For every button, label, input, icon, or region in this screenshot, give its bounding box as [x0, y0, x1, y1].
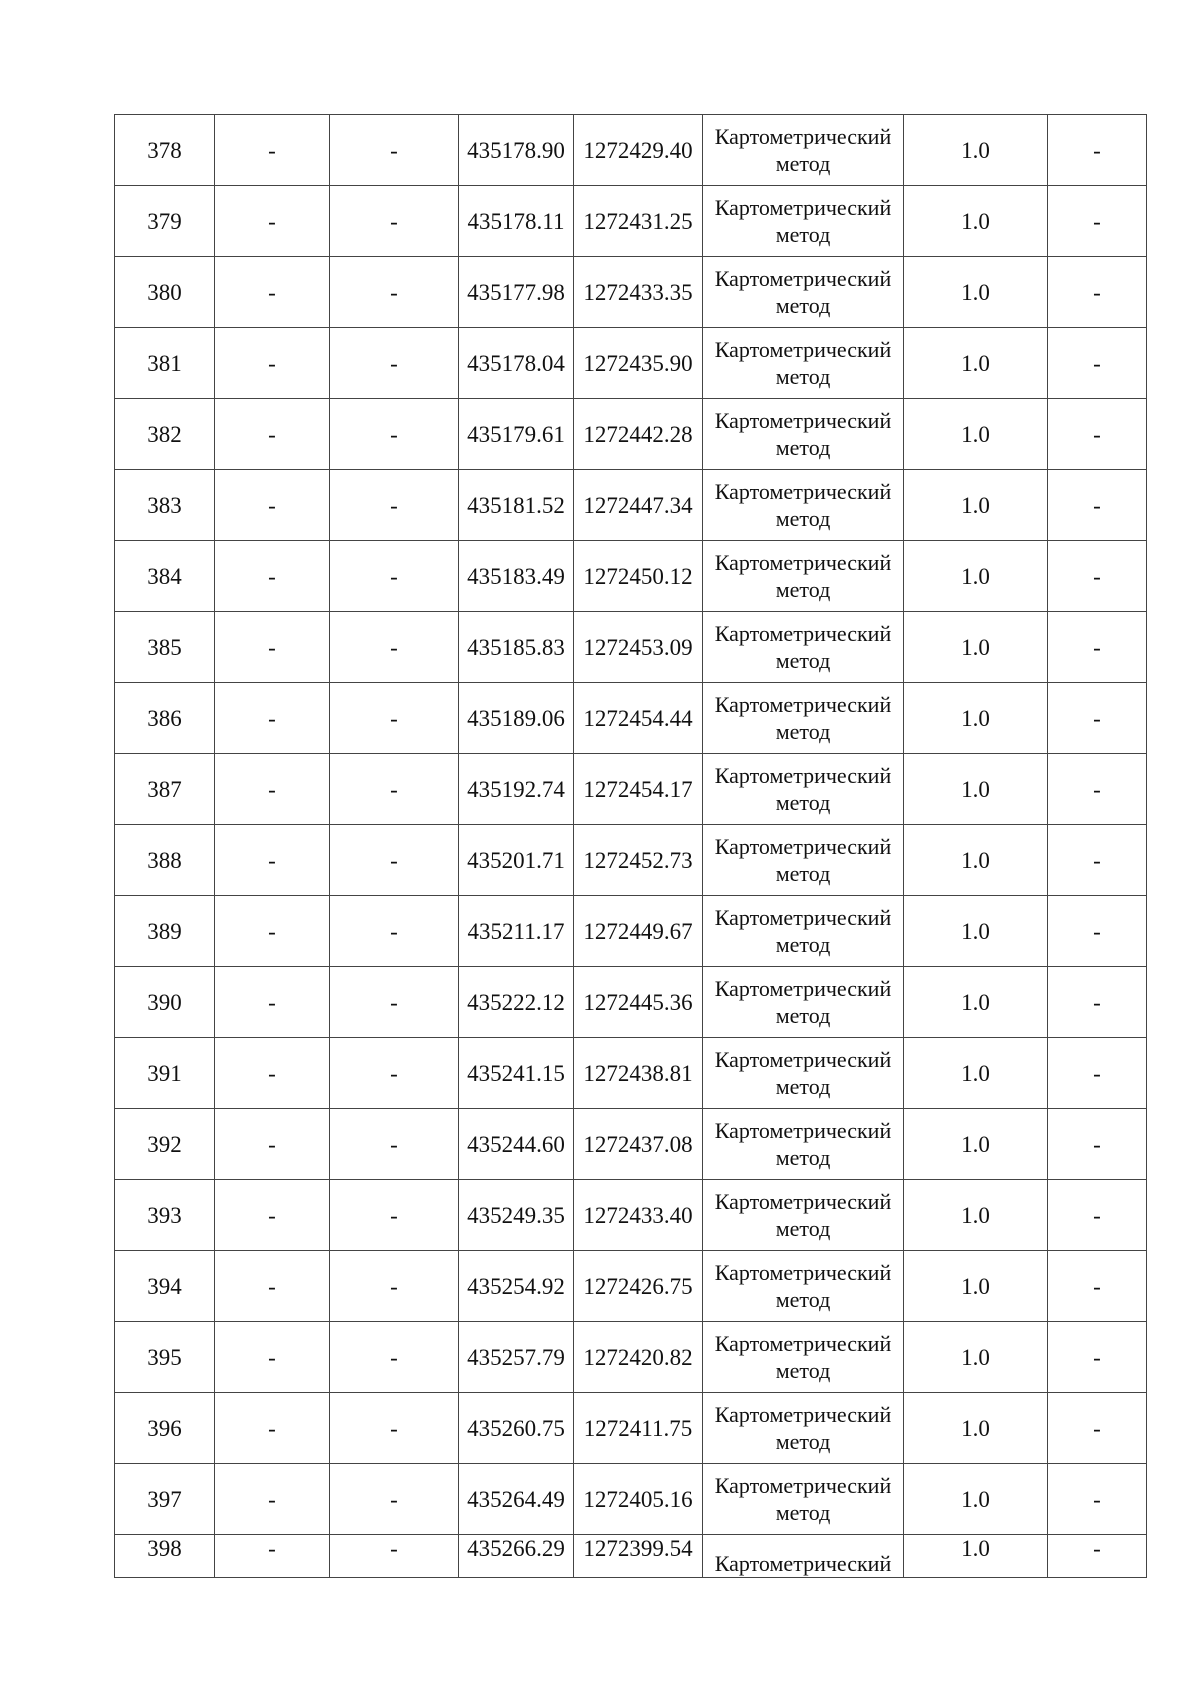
dash-cell: -: [1048, 1535, 1147, 1578]
dash-cell: -: [215, 1322, 330, 1393]
method-cell: Картометрический метод: [703, 967, 904, 1038]
method-cell: Картометрический метод: [703, 328, 904, 399]
accuracy-cell: 1.0: [904, 754, 1048, 825]
x-coordinate-cell: 435211.17: [459, 896, 574, 967]
point-number-cell: 381: [115, 328, 215, 399]
dash-cell: -: [215, 683, 330, 754]
dash-cell: -: [1048, 186, 1147, 257]
dash-cell: -: [330, 683, 459, 754]
dash-cell: -: [1048, 896, 1147, 967]
accuracy-cell: 1.0: [904, 683, 1048, 754]
y-coordinate-cell: 1272399.54: [574, 1535, 703, 1578]
method-cell: Картометрический метод: [703, 257, 904, 328]
y-coordinate-cell: 1272449.67: [574, 896, 703, 967]
method-cell: Картометрический метод: [703, 683, 904, 754]
dash-cell: -: [330, 1251, 459, 1322]
point-number-cell: 378: [115, 115, 215, 186]
method-cell: Картометрический метод: [703, 470, 904, 541]
method-cell: Картометрический метод: [703, 399, 904, 470]
table-row: [115, 1251, 1147, 1322]
point-number-cell: 380: [115, 257, 215, 328]
dash-cell: -: [1048, 328, 1147, 399]
dash-cell: -: [215, 967, 330, 1038]
dash-cell: -: [330, 186, 459, 257]
dash-cell: -: [215, 1251, 330, 1322]
accuracy-cell: 1.0: [904, 470, 1048, 541]
table-row: [115, 612, 1147, 683]
method-cell: Картометрический метод: [703, 612, 904, 683]
dash-cell: -: [330, 1464, 459, 1535]
table-row: [115, 257, 1147, 328]
table-row: [115, 1038, 1147, 1109]
table-row: [115, 825, 1147, 896]
x-coordinate-cell: 435177.98: [459, 257, 574, 328]
table-row: [115, 1322, 1147, 1393]
x-coordinate-cell: 435185.83: [459, 612, 574, 683]
point-number-cell: 389: [115, 896, 215, 967]
dash-cell: -: [330, 612, 459, 683]
x-coordinate-cell: 435257.79: [459, 1322, 574, 1393]
method-cell: Картометрический метод: [703, 754, 904, 825]
accuracy-cell: 1.0: [904, 1109, 1048, 1180]
y-coordinate-cell: 1272452.73: [574, 825, 703, 896]
dash-cell: -: [330, 399, 459, 470]
dash-cell: -: [1048, 1038, 1147, 1109]
dash-cell: -: [215, 754, 330, 825]
x-coordinate-cell: 435179.61: [459, 399, 574, 470]
accuracy-cell: 1.0: [904, 967, 1048, 1038]
table-body: [115, 115, 1147, 1578]
point-number-cell: 384: [115, 541, 215, 612]
table-row: [115, 115, 1147, 186]
table-row: [115, 1535, 1147, 1578]
y-coordinate-cell: 1272437.08: [574, 1109, 703, 1180]
x-coordinate-cell: 435192.74: [459, 754, 574, 825]
dash-cell: -: [215, 470, 330, 541]
dash-cell: -: [215, 328, 330, 399]
accuracy-cell: 1.0: [904, 257, 1048, 328]
dash-cell: -: [215, 399, 330, 470]
dash-cell: -: [330, 825, 459, 896]
point-number-cell: 396: [115, 1393, 215, 1464]
method-cell: Картометрический метод: [703, 1393, 904, 1464]
method-cell: Картометрический метод: [703, 1251, 904, 1322]
dash-cell: -: [1048, 683, 1147, 754]
method-cell: Картометрический метод: [703, 1464, 904, 1535]
dash-cell: -: [1048, 1251, 1147, 1322]
accuracy-cell: 1.0: [904, 328, 1048, 399]
table-row: [115, 683, 1147, 754]
y-coordinate-cell: 1272431.25: [574, 186, 703, 257]
point-number-cell: 387: [115, 754, 215, 825]
accuracy-cell: 1.0: [904, 1322, 1048, 1393]
dash-cell: -: [330, 754, 459, 825]
dash-cell: -: [1048, 257, 1147, 328]
table-row: [115, 967, 1147, 1038]
dash-cell: -: [330, 1180, 459, 1251]
accuracy-cell: 1.0: [904, 825, 1048, 896]
point-number-cell: 379: [115, 186, 215, 257]
dash-cell: -: [1048, 1464, 1147, 1535]
point-number-cell: 385: [115, 612, 215, 683]
dash-cell: -: [1048, 1322, 1147, 1393]
dash-cell: -: [330, 1322, 459, 1393]
table-row: [115, 399, 1147, 470]
y-coordinate-cell: 1272420.82: [574, 1322, 703, 1393]
table-row: [115, 754, 1147, 825]
accuracy-cell: 1.0: [904, 1038, 1048, 1109]
y-coordinate-cell: 1272429.40: [574, 115, 703, 186]
dash-cell: -: [330, 470, 459, 541]
dash-cell: -: [1048, 541, 1147, 612]
x-coordinate-cell: 435241.15: [459, 1038, 574, 1109]
method-cell: Картометрический метод: [703, 1322, 904, 1393]
accuracy-cell: 1.0: [904, 1464, 1048, 1535]
x-coordinate-cell: 435249.35: [459, 1180, 574, 1251]
dash-cell: -: [215, 1180, 330, 1251]
x-coordinate-cell: 435254.92: [459, 1251, 574, 1322]
y-coordinate-cell: 1272438.81: [574, 1038, 703, 1109]
dash-cell: -: [1048, 399, 1147, 470]
point-number-cell: 391: [115, 1038, 215, 1109]
y-coordinate-cell: 1272433.35: [574, 257, 703, 328]
x-coordinate-cell: 435183.49: [459, 541, 574, 612]
dash-cell: -: [1048, 967, 1147, 1038]
coordinates-table: [114, 114, 1147, 1578]
point-number-cell: 383: [115, 470, 215, 541]
dash-cell: -: [215, 186, 330, 257]
y-coordinate-cell: 1272442.28: [574, 399, 703, 470]
accuracy-cell: 1.0: [904, 1393, 1048, 1464]
dash-cell: -: [1048, 1109, 1147, 1180]
dash-cell: -: [1048, 754, 1147, 825]
x-coordinate-cell: 435178.04: [459, 328, 574, 399]
table-row: [115, 470, 1147, 541]
x-coordinate-cell: 435222.12: [459, 967, 574, 1038]
dash-cell: -: [330, 541, 459, 612]
dash-cell: -: [215, 1393, 330, 1464]
point-number-cell: 398: [115, 1535, 215, 1578]
table-row: [115, 1109, 1147, 1180]
x-coordinate-cell: 435244.60: [459, 1109, 574, 1180]
accuracy-cell: 1.0: [904, 186, 1048, 257]
accuracy-cell: 1.0: [904, 896, 1048, 967]
point-number-cell: 382: [115, 399, 215, 470]
dash-cell: -: [1048, 1393, 1147, 1464]
y-coordinate-cell: 1272447.34: [574, 470, 703, 541]
dash-cell: -: [330, 967, 459, 1038]
x-coordinate-cell: 435264.49: [459, 1464, 574, 1535]
accuracy-cell: 1.0: [904, 1180, 1048, 1251]
dash-cell: -: [330, 1535, 459, 1578]
x-coordinate-cell: 435189.06: [459, 683, 574, 754]
point-number-cell: 392: [115, 1109, 215, 1180]
point-number-cell: 386: [115, 683, 215, 754]
y-coordinate-cell: 1272411.75: [574, 1393, 703, 1464]
dash-cell: -: [215, 825, 330, 896]
x-coordinate-cell: 435181.52: [459, 470, 574, 541]
y-coordinate-cell: 1272435.90: [574, 328, 703, 399]
dash-cell: -: [330, 1109, 459, 1180]
accuracy-cell: 1.0: [904, 1535, 1048, 1578]
table-row: [115, 186, 1147, 257]
dash-cell: -: [330, 896, 459, 967]
y-coordinate-cell: 1272433.40: [574, 1180, 703, 1251]
x-coordinate-cell: 435201.71: [459, 825, 574, 896]
dash-cell: -: [215, 1535, 330, 1578]
point-number-cell: 393: [115, 1180, 215, 1251]
table-row: [115, 541, 1147, 612]
dash-cell: -: [215, 541, 330, 612]
x-coordinate-cell: 435178.90: [459, 115, 574, 186]
dash-cell: -: [1048, 115, 1147, 186]
accuracy-cell: 1.0: [904, 541, 1048, 612]
dash-cell: -: [215, 115, 330, 186]
dash-cell: -: [330, 1038, 459, 1109]
method-cell: Картометрический метод: [703, 186, 904, 257]
dash-cell: -: [215, 896, 330, 967]
method-cell: Картометрический метод: [703, 541, 904, 612]
dash-cell: -: [215, 257, 330, 328]
dash-cell: -: [215, 1464, 330, 1535]
table-row: [115, 896, 1147, 967]
method-cell: Картометрический метод: [703, 1180, 904, 1251]
table-row: [115, 328, 1147, 399]
y-coordinate-cell: 1272405.16: [574, 1464, 703, 1535]
dash-cell: -: [1048, 1180, 1147, 1251]
dash-cell: -: [215, 612, 330, 683]
method-cell: Картометрический метод: [703, 1038, 904, 1109]
point-number-cell: 388: [115, 825, 215, 896]
method-cell: Картометрический метод: [703, 1109, 904, 1180]
dash-cell: -: [1048, 470, 1147, 541]
y-coordinate-cell: 1272445.36: [574, 967, 703, 1038]
dash-cell: -: [215, 1109, 330, 1180]
y-coordinate-cell: 1272453.09: [574, 612, 703, 683]
table-row: [115, 1393, 1147, 1464]
dash-cell: -: [330, 1393, 459, 1464]
accuracy-cell: 1.0: [904, 1251, 1048, 1322]
dash-cell: -: [215, 1038, 330, 1109]
point-number-cell: 397: [115, 1464, 215, 1535]
dash-cell: -: [330, 328, 459, 399]
method-cell: Картометрический метод: [703, 115, 904, 186]
dash-cell: -: [1048, 612, 1147, 683]
accuracy-cell: 1.0: [904, 612, 1048, 683]
y-coordinate-cell: 1272450.12: [574, 541, 703, 612]
accuracy-cell: 1.0: [904, 115, 1048, 186]
x-coordinate-cell: 435178.11: [459, 186, 574, 257]
point-number-cell: 395: [115, 1322, 215, 1393]
dash-cell: -: [1048, 825, 1147, 896]
accuracy-cell: 1.0: [904, 399, 1048, 470]
table-row: [115, 1180, 1147, 1251]
method-cell: Картометрический: [703, 1535, 904, 1578]
x-coordinate-cell: 435260.75: [459, 1393, 574, 1464]
method-cell: Картометрический метод: [703, 825, 904, 896]
x-coordinate-cell: 435266.29: [459, 1535, 574, 1578]
dash-cell: -: [330, 257, 459, 328]
y-coordinate-cell: 1272454.44: [574, 683, 703, 754]
method-cell: Картометрический метод: [703, 896, 904, 967]
y-coordinate-cell: 1272426.75: [574, 1251, 703, 1322]
table-row: [115, 1464, 1147, 1535]
dash-cell: -: [330, 115, 459, 186]
y-coordinate-cell: 1272454.17: [574, 754, 703, 825]
point-number-cell: 390: [115, 967, 215, 1038]
point-number-cell: 394: [115, 1251, 215, 1322]
